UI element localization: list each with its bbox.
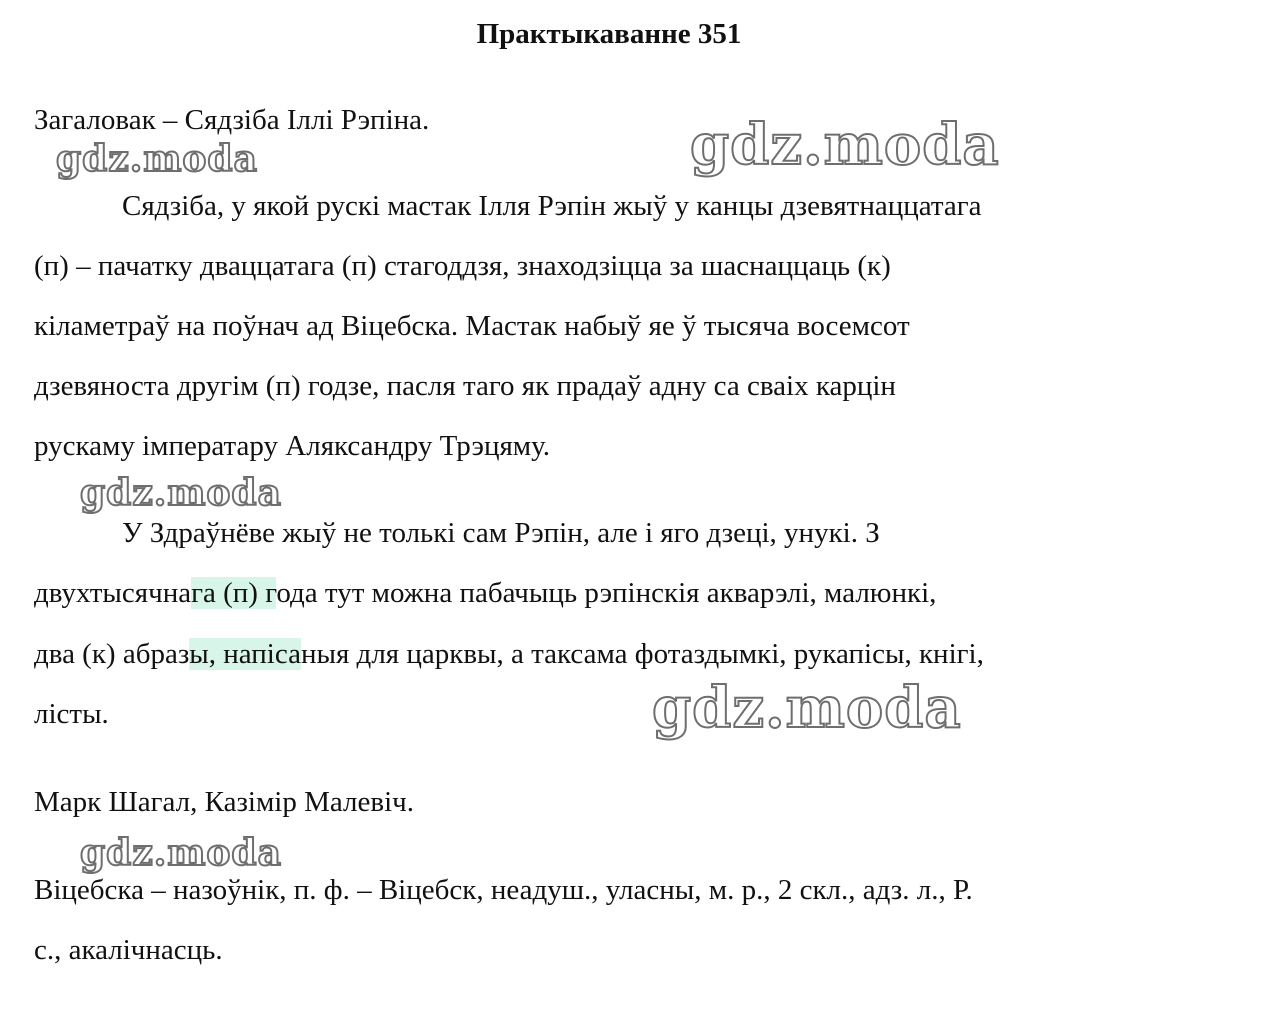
highlighted-text: ы, напіса <box>189 638 301 670</box>
watermark: gdz.moda <box>80 472 282 514</box>
paragraph-1-line-1: Сядзіба, у якой рускі мастак Ілля Рэпін жыў у канцы дзевятнаццатага <box>122 190 982 222</box>
highlighted-text: га (п) г <box>191 577 277 609</box>
paragraph-2-line-3-start: два (к) абраз <box>34 638 190 670</box>
paragraph-2-line-3 <box>34 624 1214 684</box>
watermark: gdz.moda <box>652 675 962 741</box>
analysis-line-1: Віцебска – назоўнік, п. ф. – Віцебск, неадуш., уласны, м. р., 2 скл., адз. л., Р. <box>34 874 973 906</box>
paragraph-2-line-2 <box>34 563 1214 623</box>
paragraph-2-line-4: лісты. <box>34 698 109 730</box>
watermark: gdz.moda <box>56 138 258 180</box>
watermark: gdz.moda <box>80 832 282 874</box>
paragraph-2-line-2-start: двухтысячна <box>34 577 192 609</box>
page-title: Практыкаванне 351 <box>476 18 742 50</box>
paragraph-2-line-3-end: ныя для царквы, а таксама фотаздымкі, рукапісы, кнігі, <box>300 638 984 670</box>
watermark: gdz.moda <box>690 112 1000 178</box>
paragraph-1-line-3: кіламетраў на поўнач ад Віцебска. Мастак набыў яе ў тысяча восемсот <box>34 310 910 342</box>
paragraph-2-line-1: У Здраўнёве жыў не толькі сам Рэпін, але і яго дзеці, унукі. З <box>122 517 880 549</box>
paragraph-1-line-5: рускаму імператару Аляксандру Трэцяму. <box>34 430 550 462</box>
paragraph-2-line-2-end: ода тут можна пабачыць рэпінскія акварэлі, малюнкі, <box>276 577 937 609</box>
title-line: Загаловак – Сядзіба Іллі Рэпіна. <box>34 104 430 136</box>
artists-line: Марк Шагал, Казімір Малевіч. <box>34 786 414 818</box>
paragraph-1-line-4: дзевяноста другім (п) годзе, пасля таго як прадаў адну са сваіх карцін <box>34 370 896 402</box>
analysis-line-2: с., акалічнасць. <box>34 934 223 966</box>
paragraph-1-line-2: (п) – пачатку дваццатага (п) стагоддзя, знаходзіцца за шаснаццаць (к) <box>34 250 891 282</box>
